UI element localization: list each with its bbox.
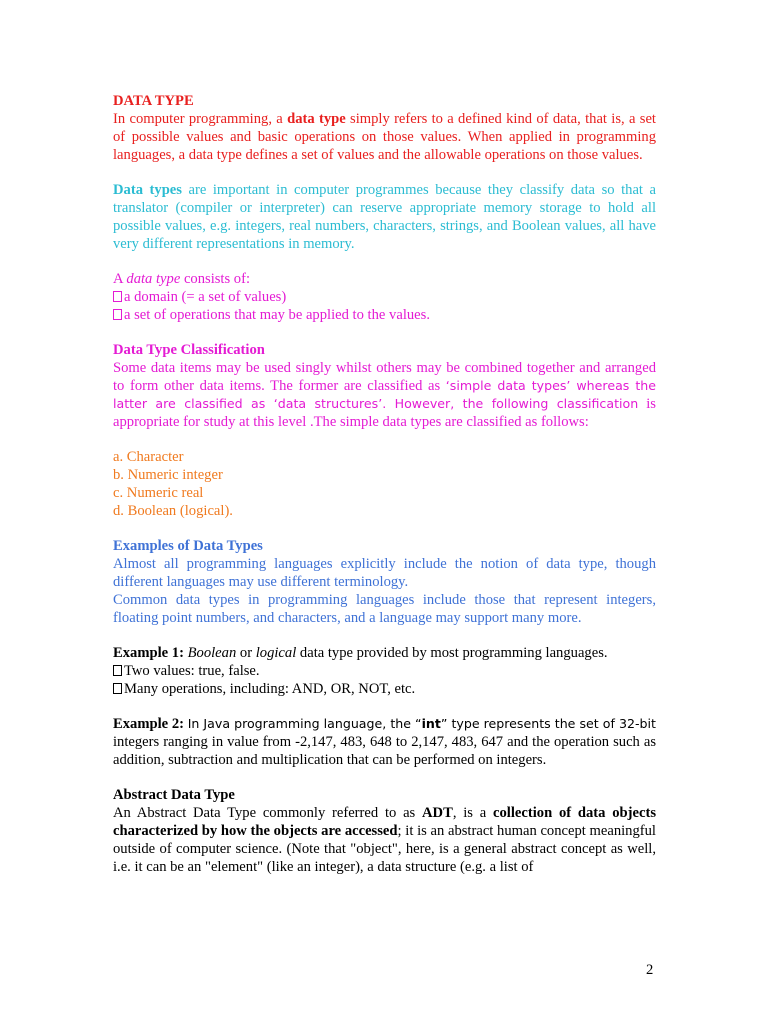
text: or bbox=[236, 645, 256, 661]
text: In computer programming, a bbox=[113, 111, 288, 127]
page-number: 2 bbox=[646, 962, 654, 978]
paragraph-adt bbox=[113, 804, 656, 876]
italic-term: data type bbox=[126, 271, 181, 287]
paragraph-example-2 bbox=[113, 715, 656, 769]
list-item-text: Many operations, including: AND, OR, NOT, etc. bbox=[124, 681, 416, 697]
section-example-1 bbox=[113, 644, 656, 698]
list-item bbox=[113, 288, 656, 306]
section-title-classification: Data Type Classification bbox=[113, 342, 265, 358]
text: data type provided by most programming languages. bbox=[296, 645, 608, 661]
italic-term: Boolean bbox=[187, 645, 237, 661]
paragraph-data-types-importance bbox=[113, 181, 656, 253]
section-title-adt: Abstract Data Type bbox=[113, 787, 235, 803]
text: is appropriate for study at this level .The simple data types are classified as follows: bbox=[113, 396, 656, 430]
paragraph-examples-1: Almost all programming languages explicitly include the notion of data type, though different languages may use different terminology. bbox=[113, 556, 656, 590]
section-classification bbox=[113, 341, 656, 431]
list-item: c. Numeric real bbox=[113, 485, 204, 501]
text: are important in computer programmes because they classify data so that a translator (compiler or interpreter) can reserve appropriate memory storage to hold all possible values, e.g. integers, real numbers, characters, strings, and Boolean values, all have very different representations in memory. bbox=[113, 182, 656, 252]
paragraph-examples-2: Common data types in programming languages include those that represent integers, floating point numbers, and characters, and a language may support many more. bbox=[113, 592, 656, 626]
bold-term: Data types bbox=[113, 182, 182, 198]
bold-term: ADT bbox=[422, 805, 453, 821]
text: consists of: bbox=[180, 271, 251, 287]
section-data-type bbox=[113, 92, 656, 164]
example-label: Example 1: bbox=[113, 645, 184, 661]
list-item-text: Two values: true, false. bbox=[124, 663, 260, 679]
list-item: b. Numeric integer bbox=[113, 467, 223, 483]
section-data-type-consists bbox=[113, 270, 656, 324]
list-item bbox=[113, 680, 656, 698]
list-item bbox=[113, 662, 656, 680]
paragraph-consists-of bbox=[113, 270, 656, 288]
section-title-data-type: DATA TYPE bbox=[113, 93, 194, 109]
bold-term: int bbox=[421, 716, 441, 731]
paragraph-classification bbox=[113, 359, 656, 431]
text-sans: In Java programming language, the “ bbox=[187, 716, 422, 731]
text: ; it is an abstract human concept meaningful outside of computer science. (Note that "object", here, is a general abstract concept as well, i.e. it can be an "element" (like an integer), a data structure (e.g. a list of bbox=[113, 823, 656, 875]
list-item-text: a set of operations that may be applied to the values. bbox=[124, 307, 430, 323]
page-content bbox=[113, 92, 656, 876]
text-sans: ‘simple data types’ whereas the latter are classified as ‘data structures’. However, the following classification bbox=[113, 378, 656, 411]
text: simply refers to a defined kind of data, that is, a set of possible values and basic operations on those values. When applied in programming languages, a data type defines a set of values and the allowable operations on those values. bbox=[113, 111, 656, 163]
paragraph-data-type-definition bbox=[113, 110, 656, 164]
example-label: Example 2: bbox=[113, 716, 184, 732]
section-data-types-importance bbox=[113, 181, 656, 253]
bullet-box-icon bbox=[113, 665, 122, 676]
text: , is a bbox=[452, 805, 494, 821]
list-item bbox=[113, 306, 656, 324]
bullet-box-icon bbox=[113, 309, 122, 320]
italic-term: logical bbox=[255, 645, 297, 661]
section-examples bbox=[113, 537, 656, 627]
section-simple-types-list bbox=[113, 448, 656, 520]
bold-term: collection of data objects characterized by how the objects are accessed bbox=[113, 805, 656, 839]
text: Some data items may be used singly whilst others may be combined together and arranged to form other data items. The former are classified as bbox=[113, 360, 656, 394]
bullet-box-icon bbox=[113, 683, 122, 694]
section-abstract-data-type bbox=[113, 786, 656, 876]
list-item: d. Boolean (logical). bbox=[113, 503, 233, 519]
text: An Abstract Data Type commonly referred to as bbox=[113, 805, 423, 821]
bold-term: data type bbox=[287, 111, 346, 127]
list-item-text: a domain (= a set of values) bbox=[124, 289, 287, 305]
section-title-examples: Examples of Data Types bbox=[113, 538, 263, 554]
bullet-box-icon bbox=[113, 291, 122, 302]
paragraph-example-1 bbox=[113, 644, 656, 662]
list-item: a. Character bbox=[113, 449, 184, 465]
text: A bbox=[113, 271, 127, 287]
section-example-2 bbox=[113, 715, 656, 769]
text: integers ranging in value from -2,147, 483, 648 to 2,147, 483, 647 and the operation such as addition, subtraction and multiplication that can be performed on integers. bbox=[113, 734, 656, 768]
text-sans: ” type represents the set of 32-bit bbox=[440, 716, 656, 731]
